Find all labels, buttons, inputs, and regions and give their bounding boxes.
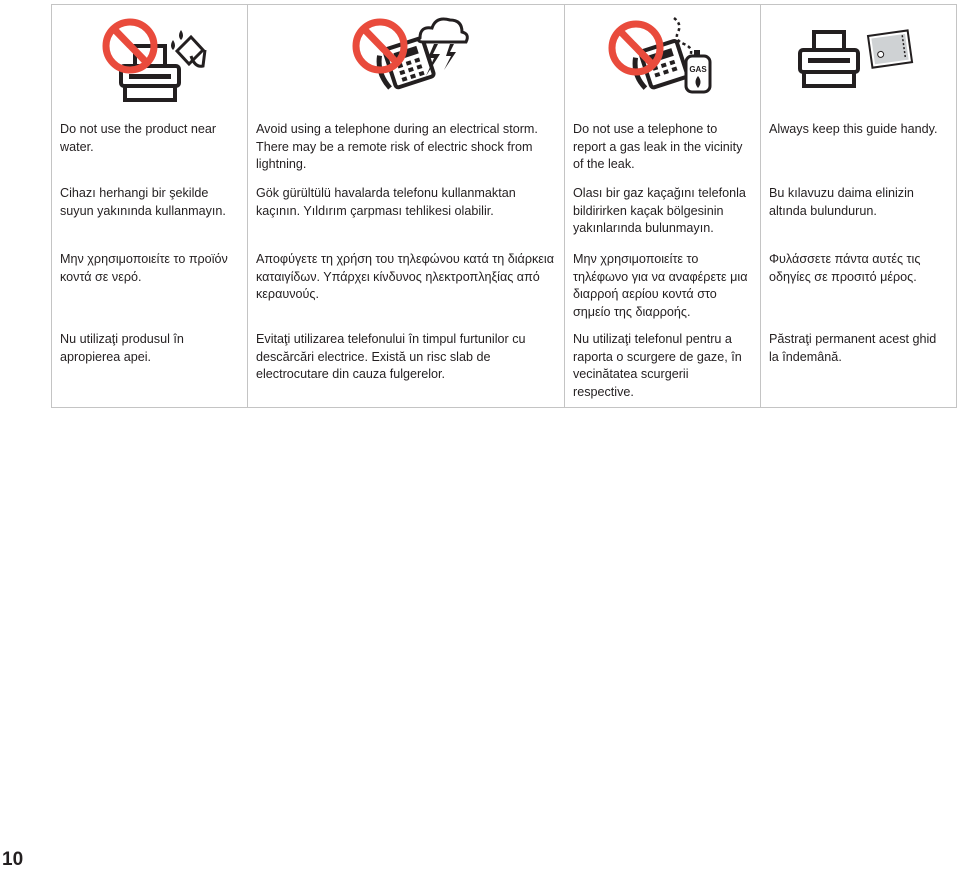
tr-col4: Bu kılavuzu daima elinizin altında bulundurun. xyxy=(761,185,957,251)
page-number: 10 xyxy=(2,849,24,870)
printer-and-guide-icon xyxy=(794,6,924,102)
ro-col3: Nu utilizaţi telefonul pentru a raporta o scurgere de gaze, în vecinătatea scurgerii respective. xyxy=(565,331,761,408)
en-col3: Do not use a telephone to report a gas leak in the vicinity of the leak. xyxy=(565,109,761,185)
el-col2: Αποφύγετε τη χρήση του τηλεφώνου κατά τη διάρκεια καταιγίδων. Υπάρχει κίνδυνος ηλεκτροπληξίας από κεραυνούς. xyxy=(248,251,565,331)
el-col3: Μην χρησιμοποιείτε το τηλέφωνο για να αναφέρετε μια διαρροή αερίου κοντά στο σημείο της διαρροής. xyxy=(565,251,761,331)
no-phone-near-gas-icon xyxy=(598,6,728,102)
row-romanian xyxy=(52,331,957,408)
icon-cell xyxy=(248,5,565,110)
en-col4: Always keep this guide handy. xyxy=(761,109,957,185)
row-turkish xyxy=(52,185,957,251)
tr-col3: Olası bir gaz kaçağını telefonla bildirirken kaçak bölgesinin yakınlarında bulunmayın. xyxy=(565,185,761,251)
el-col1: Μην χρησιμοποιείτε το προϊόν κοντά σε νερό. xyxy=(52,251,248,331)
icon-cell xyxy=(52,5,248,110)
el-col4: Φυλάσσετε πάντα αυτές τις οδηγίες σε προσιτό μέρος. xyxy=(761,251,957,331)
row-greek xyxy=(52,251,957,331)
no-phone-in-storm-icon xyxy=(336,6,476,102)
gas-label: GAS xyxy=(688,65,707,75)
ro-col4: Păstraţi permanent acest ghid la îndemână. xyxy=(761,331,957,408)
ro-col1: Nu utilizaţi produsul în apropierea apei. xyxy=(52,331,248,408)
icon-row xyxy=(52,5,957,110)
safety-instructions-table xyxy=(51,4,957,408)
tr-col2: Gök gürültülü havalarda telefonu kullanmaktan kaçının. Yıldırım çarpması tehlikesi olabilir. xyxy=(248,185,565,251)
icon-cell xyxy=(565,5,761,110)
row-english xyxy=(52,109,957,185)
tr-col1: Cihazı herhangi bir şekilde suyun yakınında kullanmayın. xyxy=(52,185,248,251)
no-printer-near-water-icon xyxy=(85,6,215,102)
ro-col2: Evitaţi utilizarea telefonului în timpul furtunilor cu descărcări electrice. Există un risc slab de electrocutare din cauza fulgerelor. xyxy=(248,331,565,408)
icon-cell xyxy=(761,5,957,110)
en-col2: Avoid using a telephone during an electrical storm. There may be a remote risk of electric shock from lightning. xyxy=(248,109,565,185)
en-col1: Do not use the product near water. xyxy=(52,109,248,185)
